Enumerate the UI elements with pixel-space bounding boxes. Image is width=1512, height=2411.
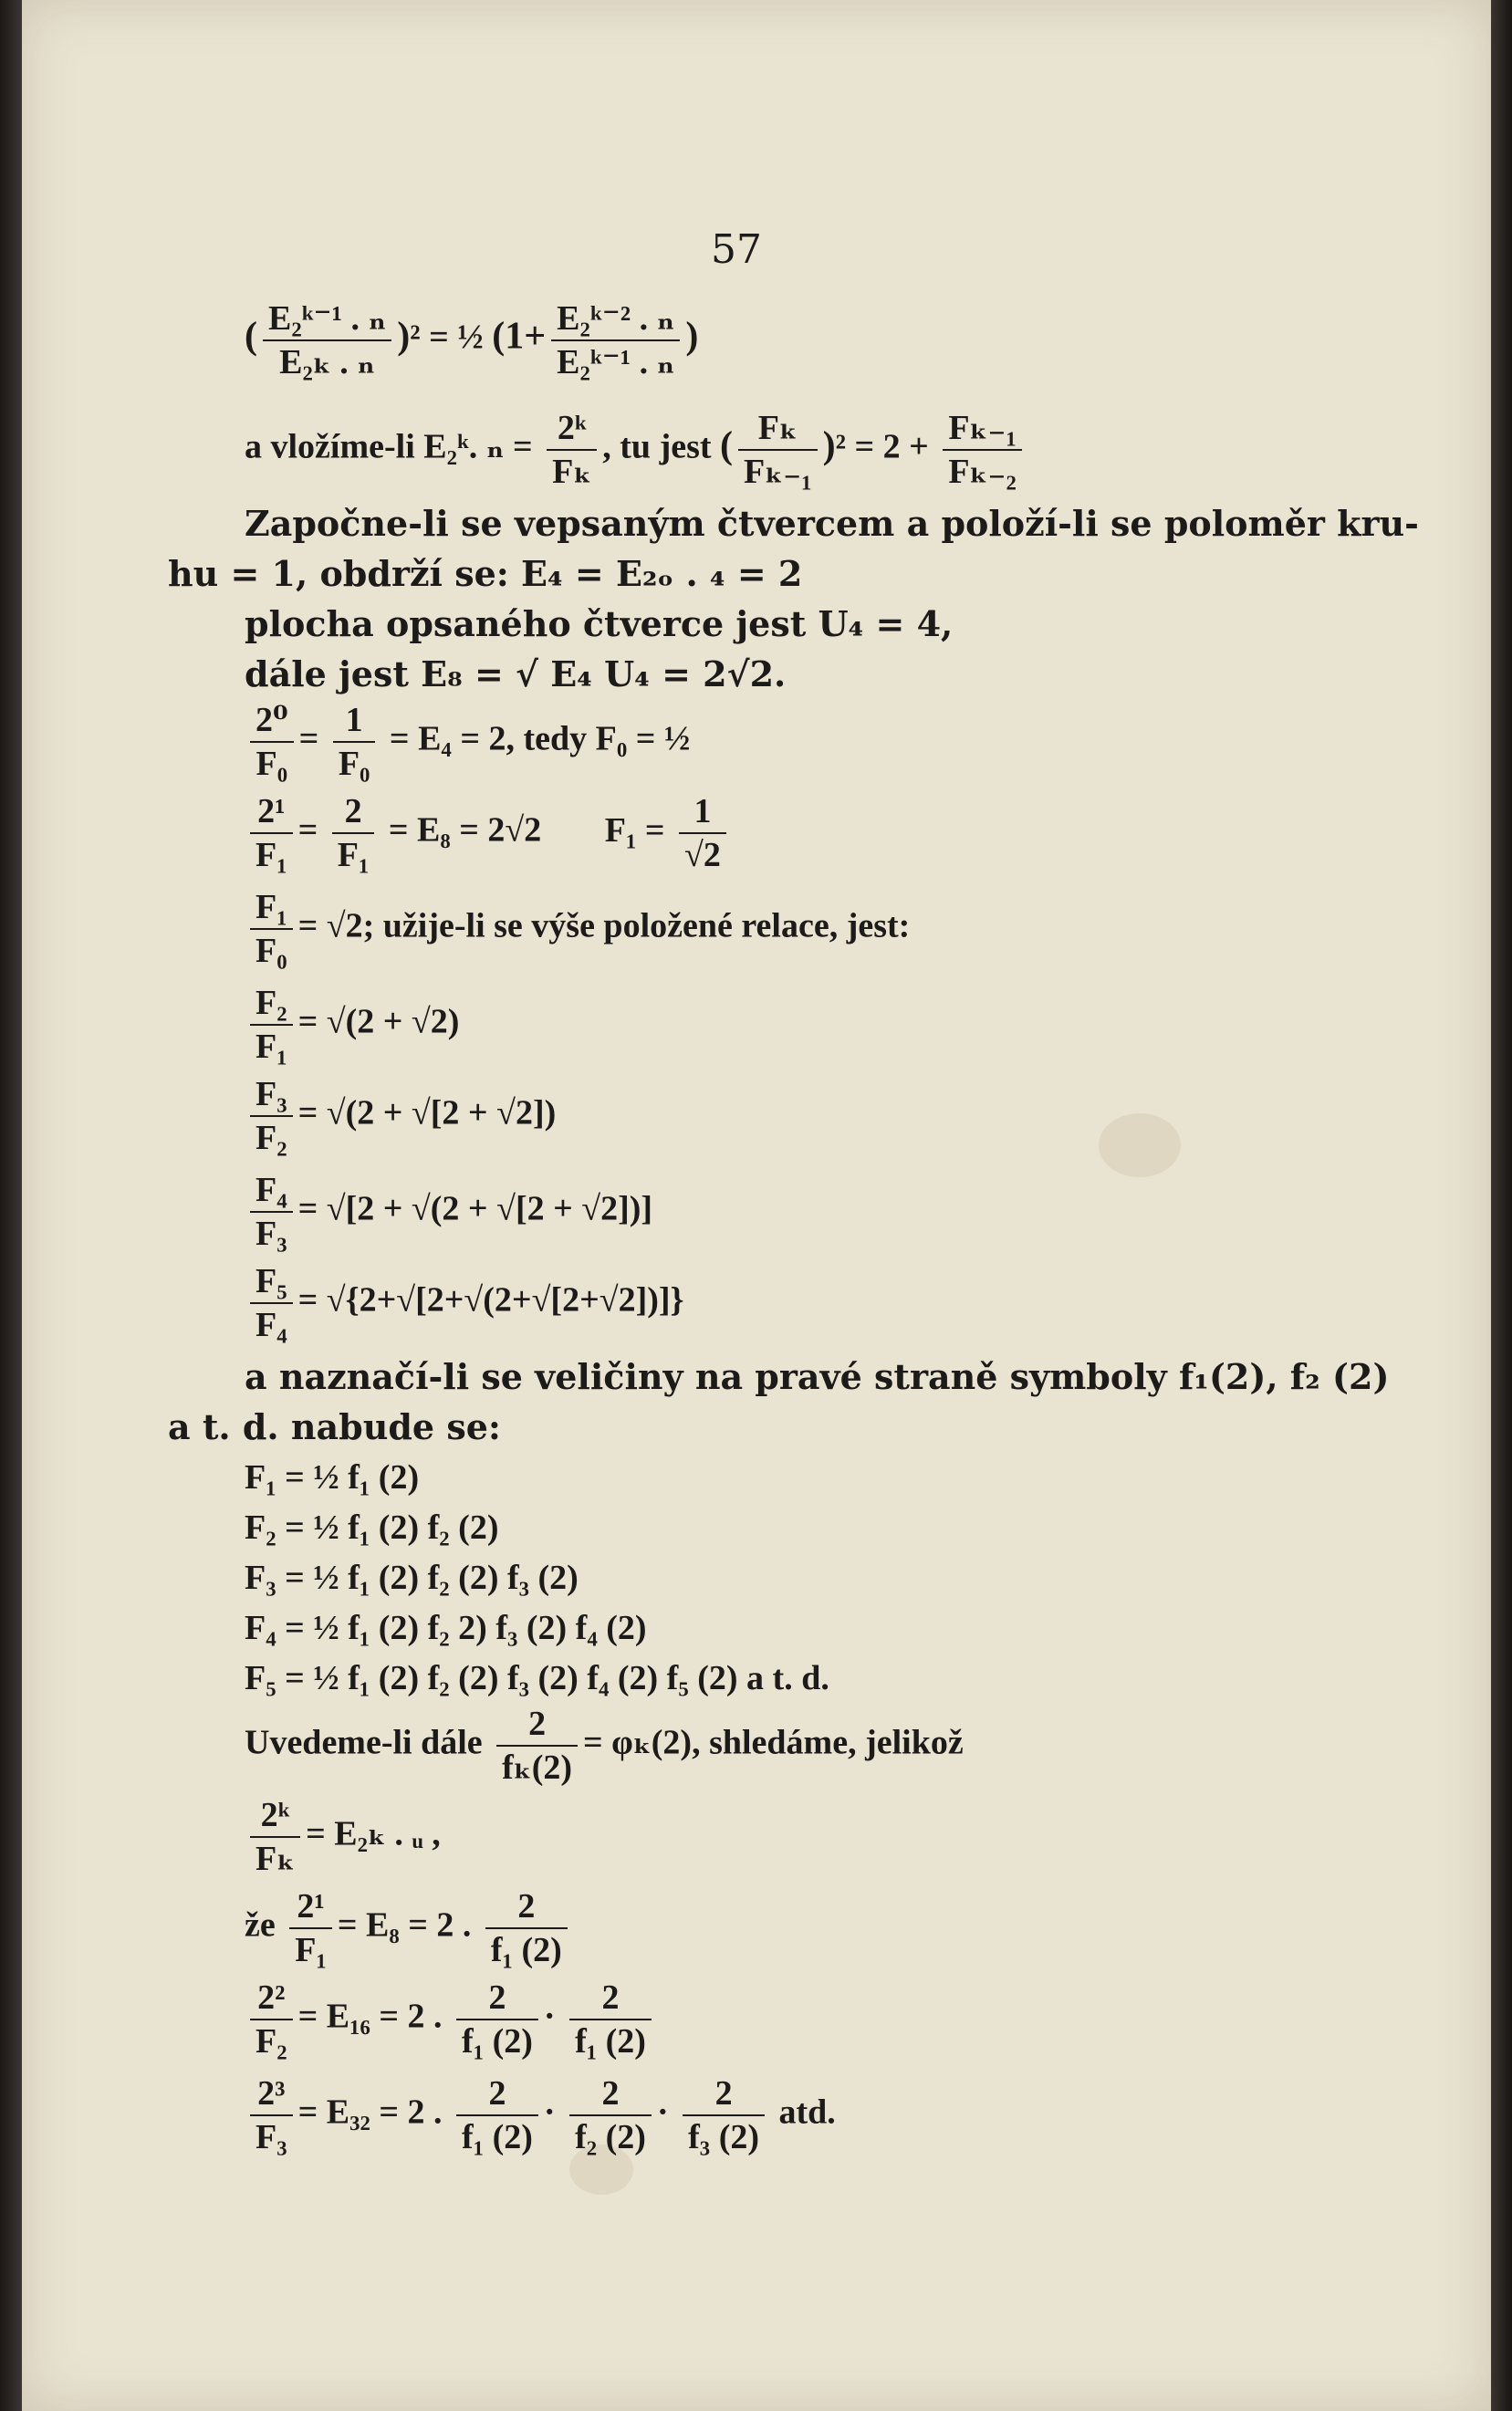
eq23-c-numerator: 2: [683, 2076, 765, 2116]
ze-f-denominator: f₁ (2): [490, 1931, 562, 1969]
eq23-a-numerator: 2: [456, 2076, 538, 2116]
f0-denominator-2: F₀: [338, 745, 370, 783]
f1-numerator-2: 2: [332, 794, 375, 834]
eq-2k-rest: = E₂ₖ . ᵤ ,: [306, 1814, 441, 1853]
f-list-item: F₂ = ½ f₁ (2) f₂ (2): [245, 1508, 499, 1547]
book-spine: [0, 0, 22, 2411]
text-line-1: Započne-li se vepsaným čtvercem a položí-li se poloměr kru-: [245, 503, 1419, 544]
ze-middle: = E₈ = 2 .: [337, 1905, 472, 1945]
eq2-fraction-numerator: 2ᵏ: [547, 411, 597, 451]
eq1-right-numerator: E₂ᵏ⁻² . ₙ: [551, 301, 680, 341]
eq2-rest: ² = 2 +: [835, 427, 929, 466]
ratio-5-rest: = √{2+√[2+√(2+√[2+√2])]}: [297, 1280, 684, 1320]
eq2-prefix: a vložíme-li E₂ᵏ. ₙ =: [245, 427, 533, 466]
eq2-middle: , tu jest: [602, 427, 712, 466]
ze-numerator: 2¹: [289, 1889, 332, 1929]
eq22-b-numerator: 2: [569, 1980, 652, 2020]
f1-label: F₁ =: [604, 810, 665, 850]
eq23-dot: ·: [656, 2093, 669, 2132]
ratio-1-rest: = √2; užije-li se výše položené relace, jest:: [297, 906, 911, 945]
ratio-2-denominator: F₁: [255, 1028, 287, 1066]
eq23-end: atd.: [778, 2093, 836, 2132]
ratio-1-denominator: F₀: [255, 932, 287, 970]
eq22-denominator: F₂: [255, 2022, 287, 2061]
paper-stain: [1099, 1113, 1181, 1177]
text-line-4: dále jest E₈ = √ E₄ U₄ = 2√2.: [245, 653, 787, 694]
eq23-dot: ·: [543, 2093, 556, 2132]
ze-f-numerator: 2: [485, 1889, 568, 1929]
eq23-a-denominator: f₁ (2): [462, 2118, 533, 2156]
ratio-1-numerator: F₁: [250, 890, 293, 930]
eq2-last-numerator: Fₖ₋₁: [943, 411, 1022, 451]
f0-numerator-1: 2⁰: [250, 703, 294, 743]
ratio-2-rest: = √(2 + √2): [297, 1002, 460, 1041]
f1-value-numerator: 1: [679, 794, 726, 834]
ratio-4-rest: = √[2 + √(2 + √[2 + √2])]: [297, 1189, 653, 1228]
f1-rest: = E₈ = 2√2: [388, 810, 542, 850]
f0-numerator-2: 1: [333, 703, 376, 743]
f1-numerator-1: 2¹: [250, 794, 293, 834]
eq23-b-denominator: f₂ (2): [575, 2118, 646, 2156]
eq1-left-numerator: E₂ᵏ⁻¹ . ₙ: [263, 301, 391, 341]
uvedeme-numerator: 2: [496, 1706, 578, 1747]
page-number: 57: [711, 226, 762, 273]
ratio-3-rest: = √(2 + √[2 + √2]): [297, 1093, 557, 1132]
f-list-item: F₁ = ½ f₁ (2): [245, 1458, 420, 1497]
f1-value-denominator: √2: [684, 836, 721, 874]
eq1-right-denominator: E₂ᵏ⁻¹ . ₙ: [557, 343, 675, 381]
equation-ze: [245, 1889, 573, 1967]
eq22-a-denominator: f₁ (2): [462, 2022, 533, 2061]
eq22-b-denominator: f₁ (2): [575, 2022, 646, 2061]
eq2-fraction-denominator: Fₖ: [552, 453, 592, 491]
ratio-4-numerator: F₄: [250, 1173, 293, 1213]
eq1-left-denominator: E₂ₖ . ₙ: [279, 343, 376, 381]
f1-denominator-2: F₁: [337, 836, 370, 874]
uvedeme-rest: = φₖ(2), shledáme, jelikož: [583, 1723, 964, 1762]
ze-prefix: že: [245, 1905, 276, 1945]
eq22-numerator: 2²: [250, 1980, 293, 2020]
f-list-item: F₅ = ½ f₁ (2) f₂ (2) f₃ (2) f₄ (2) f₅ (2) a t. d.: [245, 1659, 829, 1697]
eq22-a-numerator: 2: [456, 1980, 538, 2020]
f-list-item: F₃ = ½ f₁ (2) f₂ (2) f₃ (2): [245, 1559, 579, 1597]
eq23-b-numerator: 2: [569, 2076, 652, 2116]
f-list-item: F₄ = ½ f₁ (2) f₂ 2) f₃ (2) f₄ (2): [245, 1609, 647, 1647]
equation-ratio-3: [245, 1077, 556, 1155]
equation-2: a vložíme-li E₂ᵏ. ₙ = $\frac{\text{2ᵏ}}{\text{Fₖ}}$ , tu jest ( $\frac{\text{Fₖ}}{\text{Fₖ₋₁}}$ )² = 2 + $\frac{\text{Fₖ₋₁}}{\text{Fₖ₋₂}}$: [245, 411, 1027, 489]
eq23-middle: = E₃₂ = 2 .: [297, 2093, 443, 2132]
ratio-5-denominator: F₄: [255, 1306, 287, 1344]
equation-ratio-2: [245, 986, 459, 1064]
equation-2k: [245, 1798, 441, 1876]
f1-denominator-1: F₁: [255, 836, 287, 874]
eq23-c-denominator: f₃ (2): [688, 2118, 759, 2156]
uvedeme-prefix: Uvedeme-li dále: [245, 1723, 483, 1762]
equation-f0: $\frac{\text{2⁰}}{\text{F₀}}$ = $\frac{1}{\text{F₀}}$ = E₄ = 2, tedy F₀ = ½: [245, 703, 690, 781]
eq2-paren-numerator: Fₖ: [738, 411, 818, 451]
page-edge: [1491, 0, 1512, 2411]
eq2-last-denominator: Fₖ₋₂: [948, 453, 1017, 491]
ratio-2-numerator: F₂: [250, 986, 293, 1026]
ratio-4-denominator: F₃: [255, 1215, 287, 1253]
uvedeme-denominator: fₖ(2): [502, 1748, 573, 1787]
equation-ratio-5: [245, 1264, 684, 1342]
f0-denominator-1: F₀: [255, 745, 288, 783]
eq-2k-numerator: 2ᵏ: [250, 1798, 300, 1838]
equation-f1: $\frac{\text{2¹}}{\text{F₁}}$ = $\frac{2}{\text{F₁}}$ = E₈ = 2√2 F₁ = $\frac{1}{√2}$: [245, 794, 732, 872]
ze-denominator: F₁: [295, 1931, 327, 1969]
equation-ratio-4: [245, 1173, 652, 1251]
eq22-dot: ·: [543, 1997, 556, 2036]
f0-rest: = E₄ = 2, tedy F₀ = ½: [389, 719, 691, 758]
equation-uvedeme: [245, 1706, 964, 1785]
book-page: [22, 0, 1491, 2411]
eq23-denominator: F₃: [255, 2118, 287, 2156]
ratio-5-numerator: F₅: [250, 1264, 293, 1304]
eq2-paren-denominator: Fₖ₋₁: [744, 453, 812, 491]
equation-2-squared: [245, 1980, 657, 2059]
ratio-3-numerator: F₃: [250, 1077, 293, 1117]
equation-2-cubed: [245, 2076, 836, 2155]
text-line-5: a naznačí-li se veličiny na pravé straně symboly f₁(2), f₂ (2): [245, 1356, 1390, 1397]
equation-ratio-1: [245, 890, 910, 968]
eq23-numerator: 2³: [250, 2076, 293, 2116]
equation-1: ( $\frac{\text{E₂ᵏ⁻¹ . ₙ}}{\text{E₂ₖ . ₙ}}$ )² = ½ (1+ $\frac{\text{E₂ᵏ⁻² . ₙ}}{\text{E₂ᵏ⁻¹ . ₙ}}$ ): [245, 299, 699, 381]
eq22-middle: = E₁₆ = 2 .: [297, 1997, 443, 2036]
text-line-6: a t. d. nabude se:: [168, 1406, 501, 1447]
text-line-3: plocha opsaného čtverce jest U₄ = 4,: [245, 603, 954, 644]
ratio-3-denominator: F₂: [255, 1119, 287, 1157]
text-line-2: hu = 1, obdrží se: E₄ = E₂ₒ . ₄ = 2: [168, 553, 803, 594]
eq-2k-denominator: Fₖ: [255, 1840, 296, 1878]
eq1-middle: ² = ½: [410, 318, 484, 357]
